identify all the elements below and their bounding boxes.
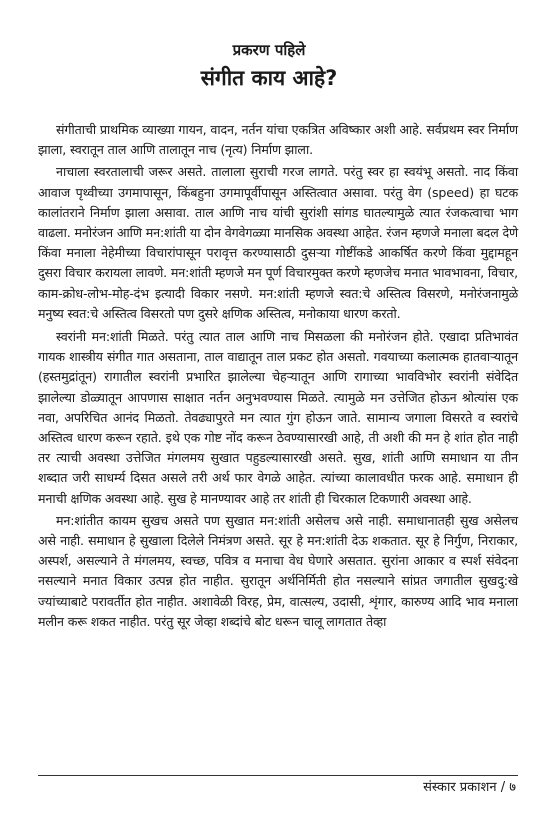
chapter-body <box>38 120 518 634</box>
chapter-title: संगीत काय आहे? <box>200 66 338 90</box>
chapter-label: प्रकरण पहिले <box>232 41 306 59</box>
footer-divider <box>38 775 518 776</box>
paragraph: स्वरांनी मन:शांती मिळते. परंतु त्यात ताल आणि नाच मिसळला की मनोरंजन होते. एखादा प्रतिभावंत गायक शास्त्रीय संगीत गात असताना, ताल वाद्यातून ताल प्रकट होत असतो. गवयाच्या कलात्मक हातवाऱ्यातून (हस्तमुद्रांतून) रागातील स्वरांनी प्रभारित झालेल्या चेहऱ्यातून आणि रागाच्या भावविभोर स्वरांनी संवेदित झालेल्या डोळ्यातून आपणास साक्षात नर्तन अनुभवण्यास मिळते. त्यामुळे मन उत्तेजित होऊन श्रोत्यांस एक नवा, अपरिचित आनंद मिळतो. तेवढ्यापुरते मन त्यात गुंग होऊन जाते. सामान्य जगाला विसरते व स्वरांचे अस्तित्व धारण करून रहाते. इथे एक गोष्ट नोंद करून ठेवण्यासारखी आहे, ती अशी की मन हे शांत होत नाही तर त्याची अवस्था उत्तेजित मंगलमय सुखात पहुडल्यासारखी असते. सुख, शांती आणि समाधान या तीन शब्दात जरी साधर्म्य दिसत असले तरी अर्थ फार वेगळे आहेत. त्यांच्या कालावधीत फरक आहे. समाधान ही मनाची क्षणिक अवस्था आहे. सुख हे मानण्यावर आहे तर शांती ही चिरकाल टिकणारी अवस्था आहे. <box>38 329 518 506</box>
paragraph: नाचाला स्वरतालाची जरूर असते. तालाला सुराची गरज लागते. परंतु स्वर हा स्वयंभू असतो. नाद किंवा आवाज पृथ्वीच्या उगमापासून, किंबहुना उगमापूर्वीपासून अस्तित्वात असावा. परंतु वेग (speed) हा घटक कालांतराने निर्माण झाला असावा. ताल आणि नाच यांची सुरांशी सांगड घातल्यामुळे त्यात रंजकत्वाचा भाग वाढला. मनोरंजन आणि मन:शांती या दोन वेगवेगळ्या मानसिक अवस्था आहेत. रंजन म्हणजे मनाला बदल देणे किंवा मनाला नेहेमीच्या विचारांपासून परावृत्त करण्यासाठी दुसऱ्या गोष्टींकडे आकर्षित करणे किंवा मुद्दामहून दुसरा विचार करायला लावणे. मन:शांती म्हणजे मन पूर्ण विचारमुक्त करणे म्हणजेच मनात भावभावना, विचार, काम-क्रोध-लोभ-मोह-दंभ इत्यादी विकार नसणे. मन:शांती म्हणजे स्वत:चे अस्तित्व विसरणे, मनोरंजनामुळे मनुष्य स्वत:चे अस्तित्व विसरतो पण दुसरे क्षणिक अस्तित्व, मनोकाया धारण करतो. <box>38 164 518 321</box>
footer-publisher-page-number: संस्कार प्रकाशन / ७ <box>423 780 516 795</box>
paragraph: मन:शांतीत कायम सुखच असते पण सुखात मन:शांती असेलच असे नाही. समाधानातही सुख असेलच असे नाही. समाधान हे सुखाला दिलेले निमंत्रण असते. सूर हे मन:शांती देऊ शकतात. सूर हे निर्गुण, निराकार, अस्पर्श, असल्याने ते मंगलमय, स्वच्छ, पवित्र व मनाचा वेध घेणारे असतात. सुरांना आकार व स्पर्श संवेदना नसल्याने मनात विकार उत्पन्न होत नाहीत. सुरातून अर्थनिर्मिती होत नसल्याने सांप्रत जगातील सुखदु:खे ज्यांच्याबाटे परावर्तीत होत नाहीत. अशावेळी विरह, प्रेम, वात्सल्य, उदासी, शृंगार, कारुण्य आदि भाव मनाला मलीन करू शकत नाहीत. परंतु सूर जेव्हा शब्दांचे बोट धरून चालू लागतात तेव्हा <box>38 512 518 629</box>
paragraph: संगीताची प्राथमिक व्याख्या गायन, वादन, नर्तन यांचा एकत्रित अविष्कार अशी आहे. सर्वप्रथम स्वर निर्माण झाला, स्वरातून ताल आणि तालातून नाच (नृत्य) निर्माण झाला. <box>38 122 518 158</box>
